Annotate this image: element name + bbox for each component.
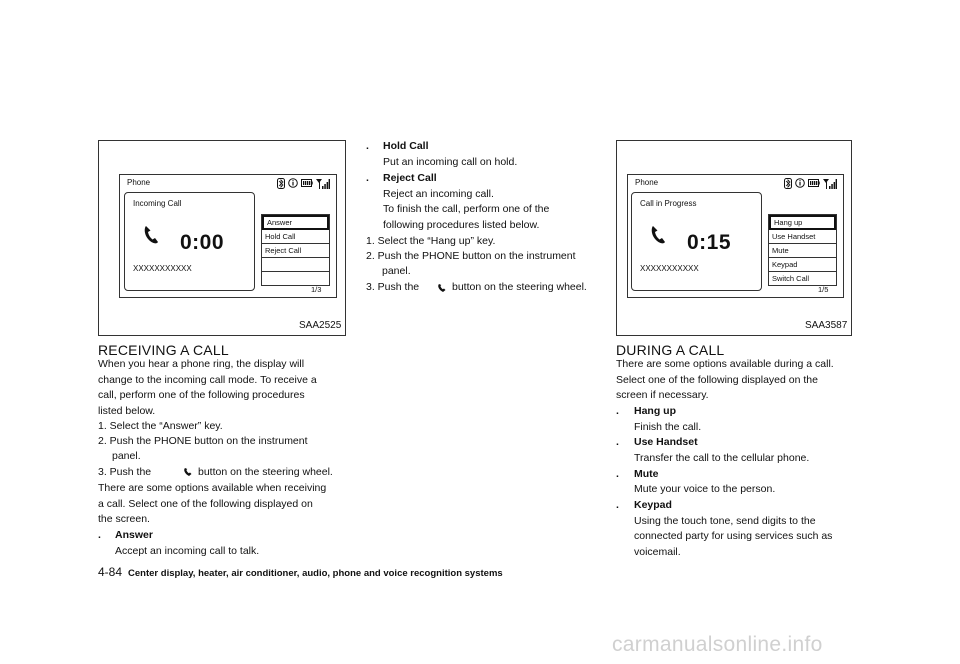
options-list — [768, 214, 837, 286]
text-line: screen if necessary. — [616, 389, 709, 402]
call-state: Incoming Call — [133, 199, 182, 208]
bullet: . — [616, 499, 619, 511]
item-desc-use-handset: Transfer the call to the cellular phone. — [634, 452, 810, 464]
battery-icon — [808, 178, 820, 188]
option-answer[interactable]: Answer — [262, 215, 329, 230]
steering-phone-icon — [183, 467, 193, 477]
battery-icon — [301, 178, 313, 188]
signal-icon — [823, 178, 837, 189]
item-title-answer: Answer — [115, 529, 153, 541]
bullet: . — [366, 140, 369, 152]
signal-icon — [316, 178, 330, 189]
item-title-hold-call: Hold Call — [383, 140, 429, 152]
call-state: Call in Progress — [640, 199, 697, 208]
item-desc-hang-up: Finish the call. — [634, 421, 702, 433]
caller-id: XXXXXXXXXXX — [133, 264, 192, 273]
text-line: When you hear a phone ring, the display will — [98, 358, 305, 370]
receiving-options-intro — [98, 481, 326, 528]
bluetooth-icon — [784, 178, 792, 189]
item-desc-keypad-2: connected party for using services such as — [634, 530, 833, 542]
step-2-cont: panel. — [382, 265, 411, 277]
text-line: the screen. — [98, 513, 150, 526]
item-title-mute: Mute — [634, 468, 659, 480]
item-desc-reject-call-2: To finish the call, perform one of the — [383, 203, 550, 215]
option-hang-up[interactable]: Hang up — [769, 215, 836, 230]
status-icons — [784, 177, 837, 189]
screen-header — [628, 175, 843, 191]
step-3-cont: button on the steering wheel. — [198, 466, 333, 478]
phone-screen — [627, 174, 844, 298]
item-title-use-handset: Use Handset — [634, 436, 698, 448]
item-desc-reject-call: Reject an incoming call. — [383, 188, 494, 200]
option-keypad[interactable]: Keypad — [769, 258, 836, 272]
caller-id: XXXXXXXXXXX — [640, 264, 699, 273]
heading-receiving-a-call: RECEIVING A CALL — [98, 342, 229, 358]
figure-incoming-call — [98, 140, 346, 336]
bullet: . — [616, 405, 619, 417]
bullet: . — [98, 529, 101, 541]
text-line: There are some options available when receiving — [98, 482, 327, 494]
figure-call-in-progress — [616, 140, 852, 336]
heading-during-a-call: DURING A CALL — [616, 342, 725, 358]
figure-caption: SAA3587 — [805, 320, 848, 331]
bullet: . — [366, 172, 369, 184]
item-title-keypad: Keypad — [634, 499, 672, 511]
item-desc-reject-call-3: following procedures listed below. — [383, 219, 540, 231]
option-switch-call[interactable]: Switch Call — [772, 274, 810, 283]
phone-handset-icon — [143, 225, 159, 245]
text-line: listed below. — [98, 404, 156, 417]
page-indicator: 1/5 — [818, 285, 829, 294]
option-use-handset[interactable]: Use Handset — [769, 230, 836, 244]
figure-caption: SAA2525 — [299, 320, 342, 331]
info-icon — [795, 178, 805, 188]
step-1: 1. Select the “Hang up” key. — [366, 235, 496, 247]
steering-phone-icon — [437, 283, 447, 293]
step-1: 1. Select the “Answer” key. — [98, 420, 223, 432]
status-icons — [277, 177, 330, 189]
item-desc-keypad-3: voicemail. — [634, 546, 681, 558]
step-3: 3. Push the — [98, 466, 152, 478]
text-line: change to the incoming call mode. To receive a — [98, 373, 317, 386]
phone-screen — [119, 174, 337, 298]
info-icon — [288, 178, 298, 188]
call-timer: 0:15 — [687, 231, 732, 254]
screen-label: Phone — [635, 178, 659, 187]
chapter-title: Center display, heater, air conditioner, audio, phone and voice recognition systems — [128, 568, 503, 579]
phone-handset-icon — [650, 225, 666, 245]
step-2: 2. Push the PHONE button on the instrument — [98, 435, 308, 447]
screen-label: Phone — [127, 178, 151, 187]
bullet: . — [616, 468, 619, 480]
screen-header — [120, 175, 336, 191]
page-number: 4-84 — [98, 565, 123, 579]
step-2: 2. Push the PHONE button on the instrument — [366, 250, 576, 262]
during-intro — [616, 357, 834, 404]
options-list — [261, 214, 330, 286]
page-indicator: 1/3 — [311, 285, 322, 294]
text-line: There are some options available during a call. — [616, 358, 834, 370]
item-desc-mute: Mute your voice to the person. — [634, 483, 776, 495]
step-3-cont: button on the steering wheel. — [452, 281, 587, 293]
option-empty — [262, 258, 329, 272]
item-title-reject-call: Reject Call — [383, 172, 437, 184]
text-line: Select one of the following displayed on the — [616, 373, 818, 386]
item-desc-keypad: Using the touch tone, send digits to the — [634, 515, 816, 527]
item-title-hang-up: Hang up — [634, 405, 676, 417]
option-mute[interactable]: Mute — [769, 244, 836, 258]
text-line: call, perform one of the following procedures — [98, 389, 305, 402]
step-2-cont: panel. — [112, 450, 141, 462]
option-empty — [262, 272, 329, 285]
bluetooth-icon — [277, 178, 285, 189]
call-info-panel — [124, 192, 255, 291]
option-reject-call[interactable]: Reject Call — [262, 244, 329, 258]
item-desc-hold-call: Put an incoming call on hold. — [383, 156, 518, 168]
item-desc-answer: Accept an incoming call to talk. — [115, 545, 260, 557]
text-line: a call. Select one of the following displayed on — [98, 497, 313, 510]
step-3: 3. Push the — [366, 281, 420, 293]
receiving-intro — [98, 357, 317, 419]
watermark: carmanualsonline.info — [612, 633, 823, 656]
call-timer: 0:00 — [180, 231, 225, 254]
bullet: . — [616, 436, 619, 448]
call-info-panel — [631, 192, 762, 291]
option-hold-call[interactable]: Hold Call — [262, 230, 329, 244]
page-footer — [98, 563, 503, 581]
